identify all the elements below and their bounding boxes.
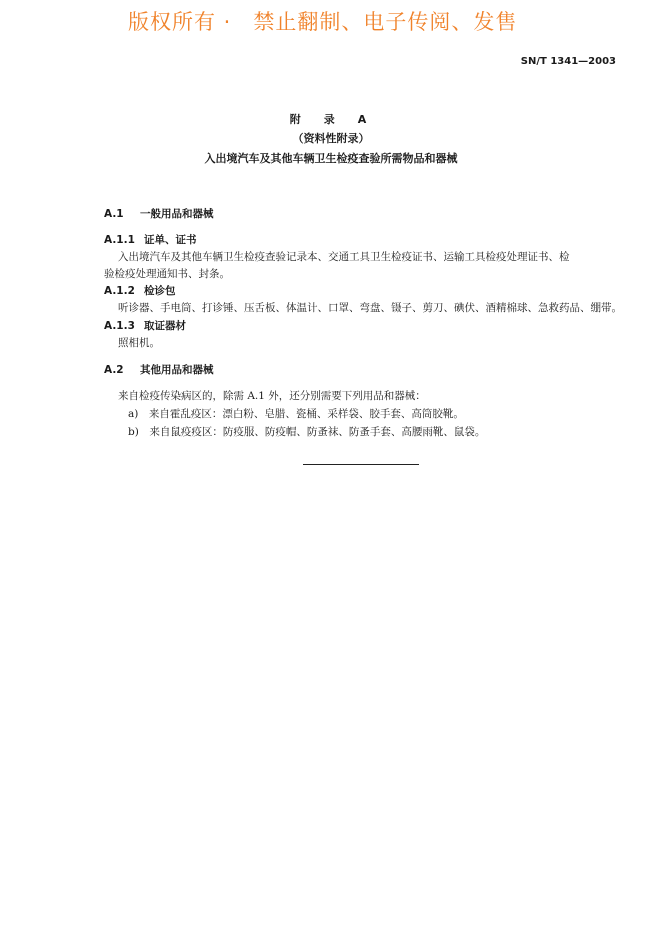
section-title: 一般用品和器械 xyxy=(140,208,214,220)
section-title: 取证器材 xyxy=(144,320,186,332)
section-number: A.1.2 xyxy=(104,285,135,297)
annex-subtitle: （资料性附录） xyxy=(292,132,370,145)
section-a11-heading xyxy=(104,233,197,247)
section-a12-heading xyxy=(104,284,176,298)
end-rule xyxy=(303,464,419,465)
section-number: A.2 xyxy=(104,364,124,376)
section-number: A.1.1 xyxy=(104,234,135,246)
section-a2-heading xyxy=(104,363,214,377)
section-title: 其他用品和器械 xyxy=(140,364,214,376)
section-a2-intro: 来自检疫传染病区的，除需 A.1 外，还分别需要下列用品和器械： xyxy=(118,390,426,402)
list-item-b: b) 来自鼠疫疫区：防疫服、防疫帽、防蚤袜、防蚤手套、高腰雨靴、鼠袋。 xyxy=(128,426,486,438)
section-a13-text: 照相机。 xyxy=(118,337,160,349)
annex-name: 入出境汽车及其他车辆卫生检疫查验所需物品和器械 xyxy=(204,152,458,165)
standard-number: SN/T 1341—2003 xyxy=(520,56,616,67)
copyright-watermark: 版权所有 · 禁止翻制、电子传阅、发售 xyxy=(128,10,518,34)
section-number: A.1.3 xyxy=(104,320,135,332)
section-number: A.1 xyxy=(104,208,124,220)
section-title: 证单、证书 xyxy=(144,234,197,246)
section-a11-text-line1: 入出境汽车及其他车辆卫生检疫查验记录本、交通工具卫生检疫证书、运输工具检疫处理证书、检 xyxy=(118,251,570,263)
section-a1-heading xyxy=(104,207,214,221)
annex-title: 附 录 A xyxy=(289,113,373,126)
section-title: 检诊包 xyxy=(144,285,176,297)
section-a11-text-line2: 验检疫处理通知书、封条。 xyxy=(104,268,230,280)
section-a13-heading xyxy=(104,319,186,333)
list-item-a: a) 来自霍乱疫区：漂白粉、皂腊、瓷桶、采样袋、胶手套、高筒胶靴。 xyxy=(128,408,464,420)
section-a12-text: 听诊器、手电筒、打诊锤、压舌板、体温计、口罩、弯盘、镊子、剪刀、碘伏、酒精棉球、急救药品、绷带。 xyxy=(118,302,622,314)
